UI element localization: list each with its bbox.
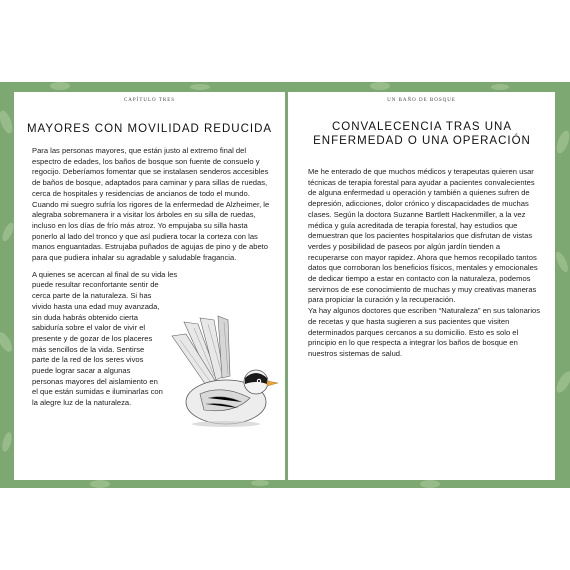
paragraph: A quienes se acercan al final de su vida les puede resultar reconfortante sentir de cerca parte de la naturaleza. Si has vivido hasta una edad muy avanzada, sin duda habrás obtenido cierta sabiduría sobre el valor de vivir el presente y de gozar de los placeres más sencillos de la vida. Sentirse parte de la red de los seres vivos puede lograr sacar a algunas personas mayores del aislamiento en el que están sumidas e iluminarlas con la alegre luz de la naturaleza. (32, 269, 178, 408)
section-heading-right: CONVALECENCIA TRAS UNA ENFERMEDAD O UNA OPERACIÓN (313, 121, 531, 147)
book-spread (0, 82, 570, 488)
paragraph: Para las personas mayores, que están justo al extremo final del espectro de edades, los baños de bosque son fuente de consuelo y regocijo. Deberíamos fomentar que se instalasen senderos accesibles de baños de bosque, adaptados para caminar y para sillas de ruedas, cerca de hospitales y residencias de ancianos de todo el mundo. Cuando mi suegro sufría los rigores de la enfermedad de Alzheimer, le alegraba sobremanera ir a visitar los árboles en su silla de ruedas, incluso en los días de frío más atroz. Yo empujaba su silla hasta ponerlo al lado del tronco y que así pudiera tocar la corteza con las manos enguantadas. Estrujaba puñados de agujas de pino y de abeto para que pudiera inhalar su agradable y saludable fragancia. (32, 146, 270, 263)
running-head-right: UN BAÑO DE BOSQUE (387, 98, 456, 103)
bird-illustration (164, 314, 280, 432)
section-heading-left: MAYORES CON MOVILIDAD REDUCIDA (26, 123, 273, 135)
paragraph: Ya hay algunos doctores que escriben “Naturaleza” en sus talonarios de recetas y que hasta sugieren a sus pacientes que visiten determinados parques cercanos a su domicilio. Esto es solo el principio en lo que respecta a integrar los baños de bosque en nuestros sistemas de salud. (308, 306, 541, 358)
left-page (14, 92, 285, 480)
right-page (288, 92, 555, 480)
running-head-left: CAPÍTULO TRES (123, 98, 176, 103)
paragraph: Me he enterado de que muchos médicos y terapeutas quieren usar técnicas de terapia forestal para ayudar a pacientes convalecientes de alguna enfermedad u operación y también a quienes sufren de depresión, adicciones, dolor crónico y discapacidades de muchas clases. Según la doctora Suzanne Bartlett Hackenmiller, a la vez médica y guía acreditada de terapia forestal, hay estudios que demuestran que los pacientes hospitalarios que disfrutan de vistas verdes y posibilidad de paseos por algún jardín tienden a recuperarse con mayor rapidez. Ahora que hemos recopilado tantos datos que corroboran los beneficios físicos, mentales y emocionales de dedicar tiempo a estar en contacto con la naturaleza, podemos servirnos de ese conocimiento de muchas y muy creativas maneras para propiciar la curación y la recuperación. (308, 167, 538, 305)
left-body-text (32, 146, 270, 432)
right-body-text (308, 167, 542, 366)
